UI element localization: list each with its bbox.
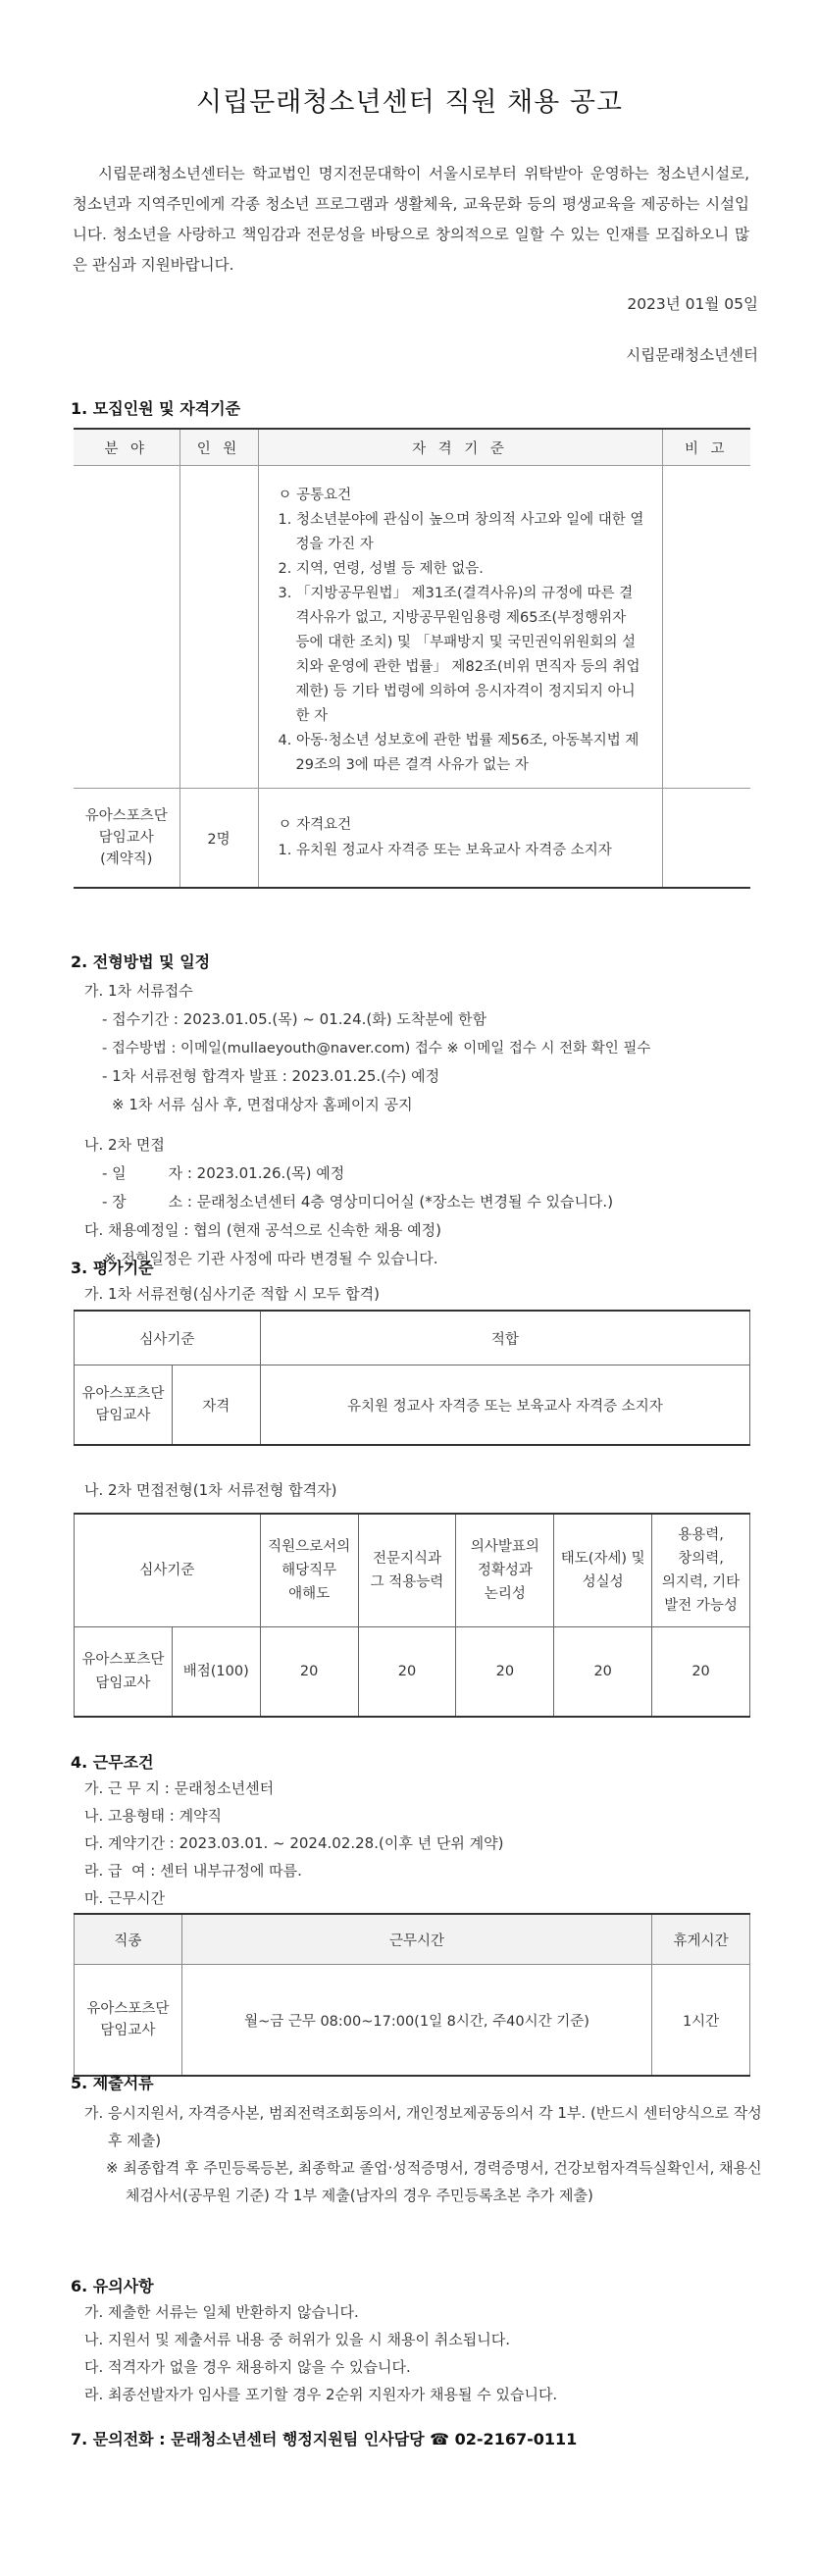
t4-header-job: 직종 — [75, 1914, 182, 1965]
s2-na: 나. 2차 면접 — [84, 1136, 165, 1154]
section-3-title: 3. 평가기준 — [71, 1259, 154, 1277]
s4-item: 나. 고용형태 : 계약직 — [84, 1807, 223, 1825]
col-note: 비 고 — [662, 429, 750, 466]
s3-na: 나. 2차 면접전형(1차 서류전형 합격자) — [84, 1481, 337, 1499]
t2-header-fit: 적합 — [260, 1311, 749, 1365]
t3-value: 20 — [358, 1627, 456, 1718]
t3-header-criteria: 심사기준 — [75, 1514, 261, 1627]
s2-na2: - 장 소 : 문래청소년센터 4층 영상미디어실 (*장소는 변경될 수 있습니다.) — [102, 1193, 614, 1211]
intro-paragraph: 시립문래청소년센터는 학교법인 명지전문대학이 서울시로부터 위탁받아 운영하는 청소년시설로, 청소년과 지역주민에게 각종 청소년 프로그램과 생활체육, 교육문화 등의 평생교육을 제공하는 시설입니다. 청소년을 사랑하고 책임감과 전문성을 바탕으로 창의적으로 일할 수 있는 인재를 모집하오니 많은 관심과 지원바랍니다. — [73, 165, 749, 274]
notice-date: 2023년 01월 05일 — [627, 295, 758, 313]
t3-value: 20 — [456, 1627, 554, 1718]
s2-ga2: - 접수방법 : 이메일(mullaeyouth@naver.com) 접수 ※ 이메일 접수 시 전화 확인 필수 — [102, 1041, 651, 1056]
t4-header-rest: 휴게시간 — [652, 1914, 750, 1965]
t3-col: 직원으로서의 해당직무 애해도 — [260, 1514, 358, 1627]
cell-empty — [74, 466, 179, 789]
t3-col: 용용력, 창의력, 의지력, 기타 발전 가능성 — [652, 1514, 750, 1627]
field-name: 유아스포츠단 담임교사 (계약직) — [74, 789, 179, 889]
s4-item: 라. 급 여 : 센터 내부규정에 따름. — [84, 1862, 302, 1880]
s2-na1: - 일 자 : 2023.01.26.(목) 예정 — [102, 1164, 345, 1182]
section-7-contact: 7. 문의전화 : 문래청소년센터 행정지원팀 인사담당 ☎ 02-2167-0111 — [71, 2430, 578, 2448]
t4-hours: 월~금 근무 08:00~17:00(1일 8시간, 주40시간 기준) — [181, 1965, 651, 2077]
qual-requirements — [258, 789, 662, 889]
qualification-table — [74, 428, 750, 889]
qual-head: ㅇ 자격요건 — [278, 817, 352, 833]
cell-empty — [179, 466, 258, 789]
s4-item: 다. 계약기간 : 2023.03.01. ~ 2024.02.28.(이후 년 단위 계약) — [84, 1834, 504, 1852]
t3-col: 의사발표의 정확성과 논리성 — [456, 1514, 554, 1627]
common-item: 1. 청소년분야에 관심이 높으며 창의적 사고와 일에 대한 열정을 가진 자 — [278, 512, 644, 552]
section-4-title: 4. 근무조건 — [71, 1753, 154, 1772]
s3-ga: 가. 1차 서류전형(심사기준 적합 시 모두 합격) — [84, 1285, 380, 1303]
section-6-title: 6. 유의사항 — [71, 2277, 154, 2295]
section-1-title: 1. 모집인원 및 자격기준 — [71, 399, 241, 418]
s2-ga4: ※ 1차 서류 심사 후, 면접대상자 홈페이지 공지 — [112, 1096, 413, 1113]
s6-item: 라. 최종선발자가 임사를 포기할 경우 2순위 지원자가 채용될 수 있습니다. — [84, 2386, 558, 2403]
section-5-title: 5. 제출서류 — [71, 2074, 154, 2092]
qual-item: 1. 유치원 정교사 자격증 또는 보육교사 자격증 소지자 — [278, 843, 612, 858]
common-item: 4. 아동·청소년 성보호에 관한 법률 제56조, 아동복지법 제29조의 3에 따른 결격 사유가 없는 자 — [278, 733, 640, 773]
t2-field: 유아스포츠단 담임교사 — [75, 1365, 173, 1446]
t3-value: 20 — [260, 1627, 358, 1718]
t4-job: 유아스포츠단 담임교사 — [75, 1965, 182, 2077]
t3-score: 배점(100) — [172, 1627, 260, 1718]
cell-empty — [662, 466, 750, 789]
s6-item: 가. 제출한 서류는 일체 반환하지 않습니다. — [84, 2303, 359, 2321]
document-screening-table — [74, 1310, 750, 1446]
t3-col: 전문지식과 그 적용능력 — [358, 1514, 456, 1627]
s5-ga: 가. 응시지원서, 자격증사본, 범죄전력조회동의서, 개인정보제공동의서 각 1부. (반드시 센터양식으로 작성 후 제출) — [84, 2104, 762, 2149]
notice-org: 시립문래청소년센터 — [626, 346, 758, 364]
t3-col: 태도(자세) 및 성실성 — [554, 1514, 652, 1627]
cell-empty — [662, 789, 750, 889]
s2-ga1: - 접수기간 : 2023.01.05.(목) ~ 01.24.(화) 도착분에 한함 — [102, 1010, 487, 1028]
s4-item: 마. 근무시간 — [84, 1889, 165, 1907]
t4-rest: 1시간 — [652, 1965, 750, 2077]
interview-table — [74, 1513, 750, 1718]
col-count: 인 원 — [179, 429, 258, 466]
page-title: 시립문래청소년센터 직원 채용 공고 — [196, 87, 623, 118]
s2-ga3: - 1차 서류전형 합격자 발표 : 2023.01.25.(수) 예정 — [102, 1067, 440, 1085]
common-item: 2. 지역, 연령, 성별 등 제한 없음. — [278, 561, 484, 577]
t2-header-criteria: 심사기준 — [75, 1311, 261, 1365]
s4-item: 가. 근 무 지 : 문래청소년센터 — [84, 1779, 275, 1797]
t3-value: 20 — [652, 1627, 750, 1718]
s2-da: 다. 채용예정일 : 협의 (현재 공석으로 신속한 채용 예정) — [84, 1221, 441, 1239]
t2-type: 자격 — [172, 1365, 260, 1446]
t2-criterion: 유치원 정교사 자격증 또는 보육교사 자격증 소지자 — [260, 1365, 749, 1446]
s2-note: ※ 전형일정은 기관 사정에 따라 변경될 수 있습니다. — [104, 1250, 438, 1267]
section-2-title: 2. 전형방법 및 일정 — [71, 953, 211, 971]
work-hours-table — [74, 1913, 750, 2077]
s6-item: 나. 지원서 및 제출서류 내용 중 허위가 있을 시 채용이 취소됩니다. — [84, 2331, 510, 2348]
s6-item: 다. 적격자가 없을 경우 채용하지 않을 수 있습니다. — [84, 2358, 411, 2376]
common-head: ㅇ 공통요건 — [278, 488, 352, 503]
t3-value: 20 — [554, 1627, 652, 1718]
common-requirements — [258, 466, 662, 789]
t4-header-hours: 근무시간 — [181, 1914, 651, 1965]
s2-ga: 가. 1차 서류접수 — [84, 982, 193, 1000]
s5-note: ※ 최종합격 후 주민등록등본, 최종학교 졸업·성적증명서, 경력증명서, 건강보험자격득실확인서, 채용신체검사서(공무원 기준) 각 1부 제출(남자의 경우 주민등록초본 추가 제출) — [106, 2159, 762, 2204]
col-criteria: 자 격 기 준 — [258, 429, 662, 466]
t3-field: 유아스포츠단 담임교사 — [75, 1627, 173, 1718]
common-item: 3. 「지방공무원법」 제31조(결격사유)의 규정에 따른 결격사유가 없고, 지방공무원임용령 제65조(부정행위자 등에 대한 조치) 및 「부패방지 및 국민권익위원회의 설치와 운영에 관한 법률」 제82조(비위 면직자 등의 취업제한) 등 기타 법령에 의하여 응시자격이 정지되지 아니한 자 — [278, 586, 640, 724]
headcount: 2명 — [179, 789, 258, 889]
col-field: 분 야 — [74, 429, 179, 466]
